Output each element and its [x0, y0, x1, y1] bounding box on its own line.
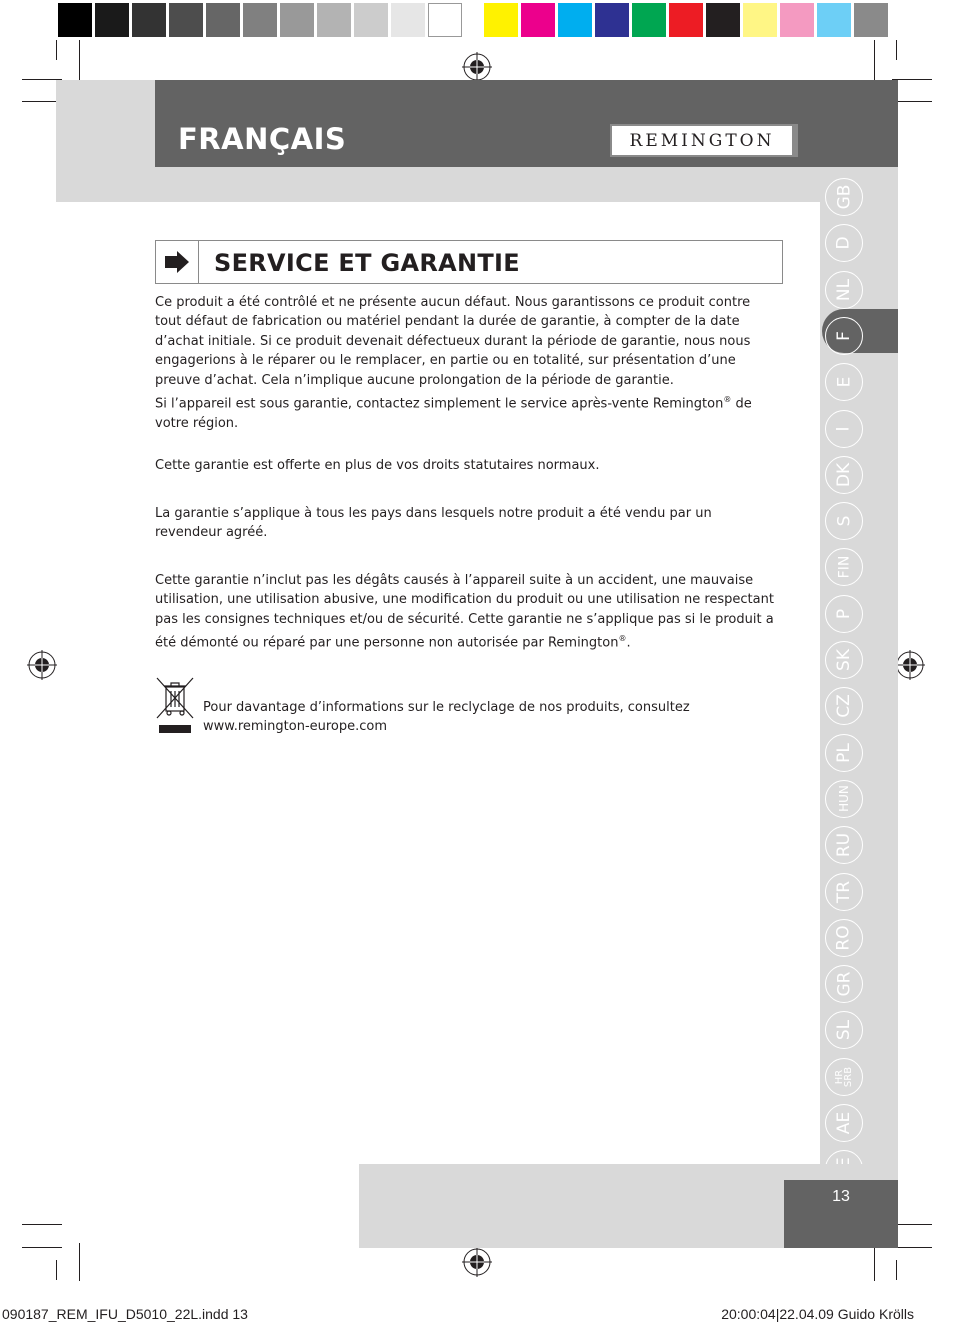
language-tab-gr[interactable] [825, 965, 863, 1003]
color-swatch [95, 3, 129, 37]
crop-mark [56, 1260, 57, 1280]
language-tab-pl[interactable] [825, 734, 863, 772]
slug-timestamp: 20:00:04|22.04.09 Guido Krölls [721, 1306, 914, 1322]
color-swatch [558, 3, 592, 37]
brand-logo-plate [612, 126, 792, 155]
language-tab-ae[interactable] [825, 1104, 863, 1142]
section-title: SERVICE ET GARANTIE [214, 249, 520, 277]
language-tab-nl[interactable] [825, 271, 863, 309]
language-tab-label: PL [833, 742, 854, 763]
crop-mark [892, 1247, 932, 1248]
language-tab-label: HUN [836, 785, 851, 813]
language-tab-label: AE [834, 1111, 854, 1135]
language-tab-hr-srb[interactable] [825, 1058, 863, 1096]
color-swatch [132, 3, 166, 37]
crop-mark [22, 1247, 62, 1248]
color-swatch [280, 3, 314, 37]
color-swatch [169, 3, 203, 37]
language-tab-label: RO [833, 925, 854, 951]
section-arrow-cell [156, 241, 199, 283]
warranty-text: Ce produit a été contrôlé et ne présente aucun défaut. Nous garantissons ce produit contre tout défaut de fabrication ou matériel pendant la durée de garantie, à compter de la date d’achat initiale. Si ce produit devenait défectueux durant la période de garantie, nous nous engagerions à le réparer ou le remplacer, en partie ou en totalité, sur présentation d’une preuve d’achat. Cela n’implique aucune prolongation de la période de garantie. [155, 295, 751, 388]
crop-mark [79, 1243, 80, 1281]
color-swatch [354, 3, 388, 37]
registration-mark-icon [895, 650, 925, 680]
color-swatch [706, 3, 740, 37]
language-tab-label: I [833, 425, 854, 432]
recycling-note [203, 698, 763, 737]
language-tab-label: SL [833, 1020, 854, 1041]
crop-mark [896, 1260, 897, 1280]
language-tab-label: TR [833, 880, 854, 903]
warranty-paragraph-2: Cette garantie est offerte en plus de vos droits statutaires normaux. [155, 458, 600, 473]
warranty-contact-text-end: de votre région. [155, 396, 752, 431]
color-swatch [58, 3, 92, 37]
warranty-paragraph-4 [155, 571, 780, 653]
language-tab-label: HR SRB [834, 1066, 854, 1087]
crossed-out-bin-icon [155, 674, 195, 736]
warranty-paragraph-3: La garantie s’applique à tous les pays dans lesquels notre produit a été vendu par un revendeur agréé. [155, 506, 712, 541]
color-swatch [854, 3, 888, 37]
language-tab-label: GB [834, 184, 854, 210]
recycling-text: Pour davantage d’informations sur le reclyclage de nos produits, consultez [203, 700, 690, 715]
crop-mark [79, 40, 80, 80]
language-tab-label: S [833, 515, 854, 527]
brand-logo [610, 124, 798, 157]
color-swatch [669, 3, 703, 37]
language-tab-label: DK [834, 462, 854, 487]
color-swatch [243, 3, 277, 37]
color-swatch [780, 3, 814, 37]
language-tab-ru[interactable] [825, 826, 863, 864]
registered-mark: ® [618, 634, 627, 644]
language-tab-gb[interactable] [825, 178, 863, 216]
warranty-contact-text: Si l’appareil est sous garantie, contactez simplement le service après-vente Remington [155, 396, 724, 412]
crop-mark [874, 40, 875, 80]
crop-mark [896, 40, 897, 60]
registration-mark-icon [462, 52, 492, 82]
color-swatch [632, 3, 666, 37]
color-swatch [317, 3, 351, 37]
language-tab-label: SK [833, 649, 854, 671]
language-tab-p[interactable] [825, 595, 863, 633]
crop-mark [892, 79, 932, 80]
language-title: FRANÇAIS [178, 122, 347, 156]
language-tab-label: D [834, 236, 854, 250]
warranty-paragraph-1 [155, 293, 780, 433]
brand-logo-text: REMINGTON [629, 130, 775, 151]
language-tab-ro[interactable] [825, 919, 863, 957]
language-tab-label: CZ [834, 694, 854, 719]
recycling-website-link[interactable]: www.remington-europe.com [203, 719, 388, 735]
exclusions-text-end: . [626, 635, 631, 651]
language-tab-label: NL [833, 278, 854, 301]
language-tab-e[interactable] [825, 363, 863, 401]
page-number: 13 [832, 1188, 850, 1205]
language-tab-label: E [834, 376, 854, 388]
language-tab-sk[interactable] [825, 641, 863, 679]
language-tab-dk[interactable] [825, 456, 863, 494]
color-swatch [743, 3, 777, 37]
color-swatch [206, 3, 240, 37]
print-color-bar-greys [58, 3, 465, 37]
color-swatch [428, 3, 462, 37]
crop-mark [892, 1224, 932, 1225]
arrow-right-icon [156, 241, 198, 283]
language-tab-label: FIN [836, 556, 852, 579]
language-tab-label: F [834, 331, 854, 341]
language-tab-label: GR [834, 971, 854, 997]
registered-mark: ® [723, 395, 732, 405]
language-tab-s[interactable] [825, 502, 863, 540]
color-swatch [521, 3, 555, 37]
crop-mark [874, 1243, 875, 1281]
crop-mark [892, 101, 932, 102]
language-tab-i[interactable] [825, 410, 863, 448]
language-tab-f[interactable] [825, 317, 863, 355]
language-tab-label: RU [833, 833, 854, 858]
language-tab-hun[interactable] [825, 780, 863, 818]
exclusions-text: Cette garantie n’inclut pas les dégâts causés à l’appareil suite à un accident, une mauvaise utilisation, une utilisation abusive, une modification du produit ou une utilisation ne respectant pas les consignes techniques et/ou de sécurité. Cette garantie ne s’applique pas si le produit a été démonté ou réparé par une personne non autorisée par Remington [155, 573, 774, 651]
slug-file-info: 090187_REM_IFU_D5010_22L.indd 13 [2, 1306, 248, 1322]
crop-mark [56, 40, 57, 60]
registration-mark-icon [462, 1247, 492, 1277]
crop-mark [22, 1224, 62, 1225]
language-tab-label: P [833, 608, 854, 619]
registration-mark-icon [27, 650, 57, 680]
color-swatch [817, 3, 851, 37]
print-color-bar-colors [484, 3, 891, 37]
color-swatch [484, 3, 518, 37]
color-swatch [391, 3, 425, 37]
language-tab-tr[interactable] [825, 873, 863, 911]
section-header [155, 240, 783, 284]
color-swatch [595, 3, 629, 37]
